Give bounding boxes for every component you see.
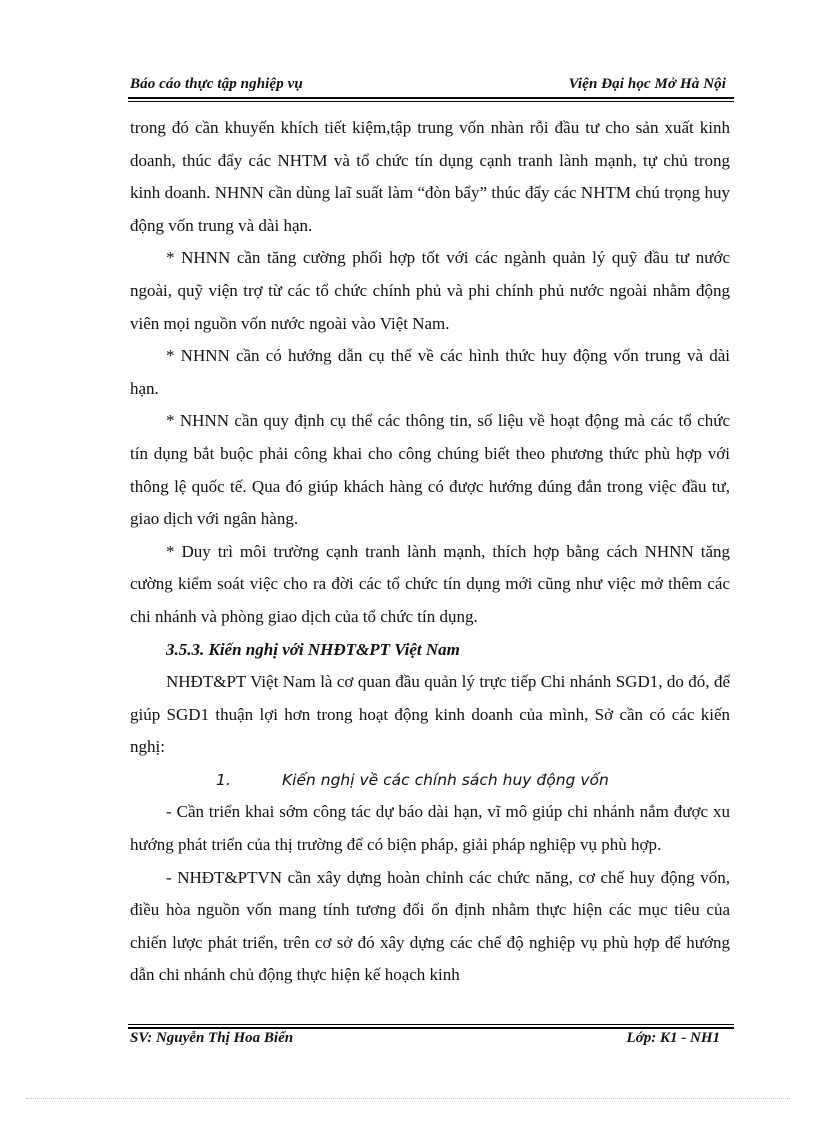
- footer-student-name: SV: Nguyễn Thị Hoa Biển: [130, 1030, 294, 1046]
- header-divider: [128, 97, 734, 102]
- numbered-list-item: [130, 764, 730, 797]
- document-body: [130, 112, 730, 992]
- list-number: 1.: [216, 770, 231, 789]
- paragraph: - Cần triển khai sớm công tác dự báo dài hạn, vĩ mô giúp chi nhánh nắm được xu hướng phát triển của thị trường để có biện pháp, giải pháp nghiệp vụ phù hợp.: [130, 802, 730, 855]
- header-report-title: Báo cáo thực tập nghiệp vụ: [130, 76, 303, 92]
- paragraph: trong đó cần khuyến khích tiết kiệm,tập trung vốn nhàn rỗi đầu tư cho sản xuất kinh doanh, thúc đẩy các NHTM và tổ chức tín dụng cạnh tranh lành mạnh, tự chủ trong kinh doanh. NHNN cần dùng laĩ suất làm “đòn bẩy” thúc đẩy các NHTM chú trọng huy động vốn trung và dài hạn.: [130, 118, 730, 235]
- section-heading: 3.5.3. Kiến nghị với NHĐT&PT Việt Nam: [166, 639, 460, 659]
- paragraph: - NHĐT&PTVN cần xây dựng hoàn chỉnh các chức năng, cơ chế huy động vốn, điều hòa nguồn vốn mang tính tương đối ổn định nhằm thực hiện các mục tiêu của chiến lược phát triển, trên cơ sở đó xây dựng các chế độ nghiệp vụ phù hợp để hướng dẫn chi nhánh chủ động thực hiện kế hoạch kinh: [130, 867, 730, 985]
- header-institution: Viện Đại học Mở Hà Nội: [568, 76, 726, 92]
- footer-class: Lớp: K1 - NH1: [626, 1030, 720, 1046]
- paragraph: NHĐT&PT Việt Nam là cơ quan đầu quản lý trực tiếp Chi nhánh SGD1, do đó, để giúp SGD1 thuận lợi hơn trong hoạt động kinh doanh của mình, Sở cần có các kiến nghị:: [130, 672, 730, 757]
- paragraph: * Duy trì môi trường cạnh tranh lành mạnh, thích hợp bằng cách NHNN tăng cường kiểm soát việc cho ra đời các tổ chức tín dụng mới cũng như việc mở thêm các chi nhánh và phòng giao dịch của tổ chức tín dụng.: [130, 541, 730, 626]
- footer-divider: [128, 1024, 734, 1029]
- paragraph: * NHNN cần có hướng dẫn cụ thể về các hình thức huy động vốn trung và dài hạn.: [130, 346, 730, 398]
- paragraph: * NHNN cần tăng cường phối hợp tốt với các ngành quản lý quỹ đầu tư nước ngoài, quỹ viện trợ từ các tổ chức chính phủ và phi chính phủ nước ngoài nhằm động viên mọi nguồn vốn nước ngoài vào Việt Nam.: [130, 248, 730, 333]
- list-item-text: Kiến nghị về các chính sách huy động vốn: [282, 770, 609, 789]
- paragraph: * NHNN cần quy định cụ thể các thông tin, số liệu về hoạt động mà các tổ chức tín dụng bắt buộc phải công khai cho công chúng biết theo phương thức phù hợp với thông lệ quốc tế. Qua đó giúp khách hàng có được hướng đúng đắn trong việc đầu tư, giao dịch với ngân hàng.: [130, 411, 730, 529]
- page-edge-divider: [26, 1098, 790, 1099]
